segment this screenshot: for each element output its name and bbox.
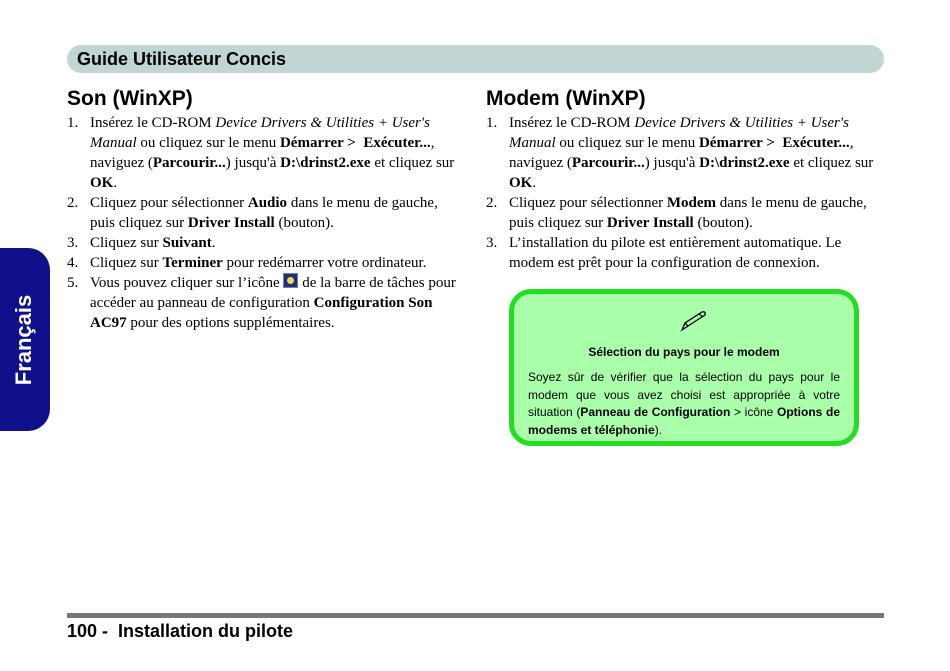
step-text: .: [113, 175, 118, 191]
list-item: [67, 193, 465, 233]
step-text: , naviguez (: [509, 135, 854, 171]
menu-path: Terminer: [162, 255, 223, 271]
modem-section-title: Modem (WinXP): [486, 87, 646, 110]
step-text: ou cliquez sur le menu: [136, 135, 280, 151]
language-tab-label: Français: [11, 294, 36, 386]
step-text: Cliquez pour sélectionner: [90, 195, 248, 211]
step-text: .: [532, 175, 537, 191]
list-item: [67, 113, 465, 193]
list-item: [486, 233, 884, 273]
list-item: [486, 193, 884, 233]
menu-path: Driver Install: [187, 215, 275, 231]
file-path: D:\drinst2.exe: [280, 155, 371, 171]
step-number: 1.: [67, 115, 79, 131]
step-text: pour des options supplémentaires.: [126, 315, 335, 331]
step-text: Device Drivers & Utilities + User's Manual: [90, 115, 430, 151]
page-footer: 100 - Installation du pilote: [67, 621, 294, 641]
step-text: Cliquez pour sélectionner: [509, 195, 667, 211]
step-text: (bouton).: [693, 215, 753, 231]
footer-rule: [67, 613, 884, 618]
menu-path: Démarrer > Exécuter...: [698, 135, 850, 151]
step-text: Insérez le CD-ROM: [90, 115, 216, 131]
step-number: 3.: [67, 235, 79, 251]
step-text: pour redémarrer votre ordinateur.: [222, 255, 427, 271]
menu-path: OK: [90, 175, 114, 191]
note-text: > icône: [730, 405, 778, 419]
step-text: Device Drivers & Utilities + User's Manual: [509, 115, 849, 151]
step-text: (bouton).: [274, 215, 334, 231]
file-path: D:\drinst2.exe: [699, 155, 790, 171]
note-text: Options de modems et téléphonie: [528, 405, 841, 437]
step-text: ) jusqu'à: [225, 155, 281, 171]
note-title: Sélection du pays pour le modem: [588, 345, 780, 359]
modem-steps-list: [486, 113, 884, 273]
list-item: [486, 113, 884, 193]
note-text: ).: [654, 422, 663, 437]
step-text: ou cliquez sur le menu: [555, 135, 699, 151]
step-number: 3.: [486, 235, 498, 251]
step-text: et cliquez sur: [789, 155, 874, 171]
step-number: 4.: [67, 255, 79, 271]
step-text: Cliquez sur: [90, 255, 163, 271]
step-text: L’installation du pilote est entièrement automatique. Le modem est prêt pour la configuration de connexion.: [509, 235, 842, 271]
note-body: [528, 369, 840, 439]
list-item: [67, 233, 465, 253]
son-section-title: Son (WinXP): [67, 87, 193, 110]
step-number: 1.: [486, 115, 498, 131]
menu-path: Suivant: [162, 235, 212, 251]
step-number: 5.: [67, 275, 79, 291]
menu-path: OK: [509, 175, 533, 191]
pencil-icon: [679, 309, 709, 333]
menu-path: Driver Install: [606, 215, 694, 231]
header-bar: [67, 45, 884, 73]
menu-path: Démarrer > Exécuter...: [279, 135, 431, 151]
step-text: Cliquez sur: [90, 235, 163, 251]
step-text: dans le menu de gauche, puis cliquez sur: [509, 195, 867, 231]
step-number: 2.: [67, 195, 79, 211]
step-text: ) jusqu'à: [644, 155, 700, 171]
step-text: et cliquez sur: [370, 155, 455, 171]
audio-tray-icon: [283, 273, 298, 288]
step-text: .: [211, 235, 216, 251]
menu-path: Audio: [247, 195, 288, 211]
note-box: [509, 289, 859, 446]
menu-path: Parcourir...: [571, 155, 645, 171]
list-item: [67, 273, 465, 333]
step-text: de la barre de tâches pour accéder au panneau de configuration: [90, 275, 456, 311]
step-text: Insérez le CD-ROM: [509, 115, 635, 131]
son-steps-list: [67, 113, 465, 333]
language-tab: [0, 248, 50, 431]
step-text: Vous pouvez cliquer sur l’icône: [90, 275, 284, 291]
menu-path: Modem: [666, 195, 717, 211]
step-text: dans le menu de gauche, puis cliquez sur: [90, 195, 438, 231]
list-item: [67, 253, 465, 273]
note-text: Soyez sûr de vérifier que la sélection du pays pour le modem que vous avez choisi est appropriée à votre situation (: [528, 370, 840, 419]
header-title: Guide Utilisateur Concis: [77, 49, 287, 69]
note-text: Panneau de Configuration: [580, 405, 731, 419]
step-text: , naviguez (: [90, 135, 435, 171]
menu-path: Parcourir...: [152, 155, 226, 171]
step-number: 2.: [486, 195, 498, 211]
menu-path: Configuration Son AC97: [90, 295, 433, 331]
